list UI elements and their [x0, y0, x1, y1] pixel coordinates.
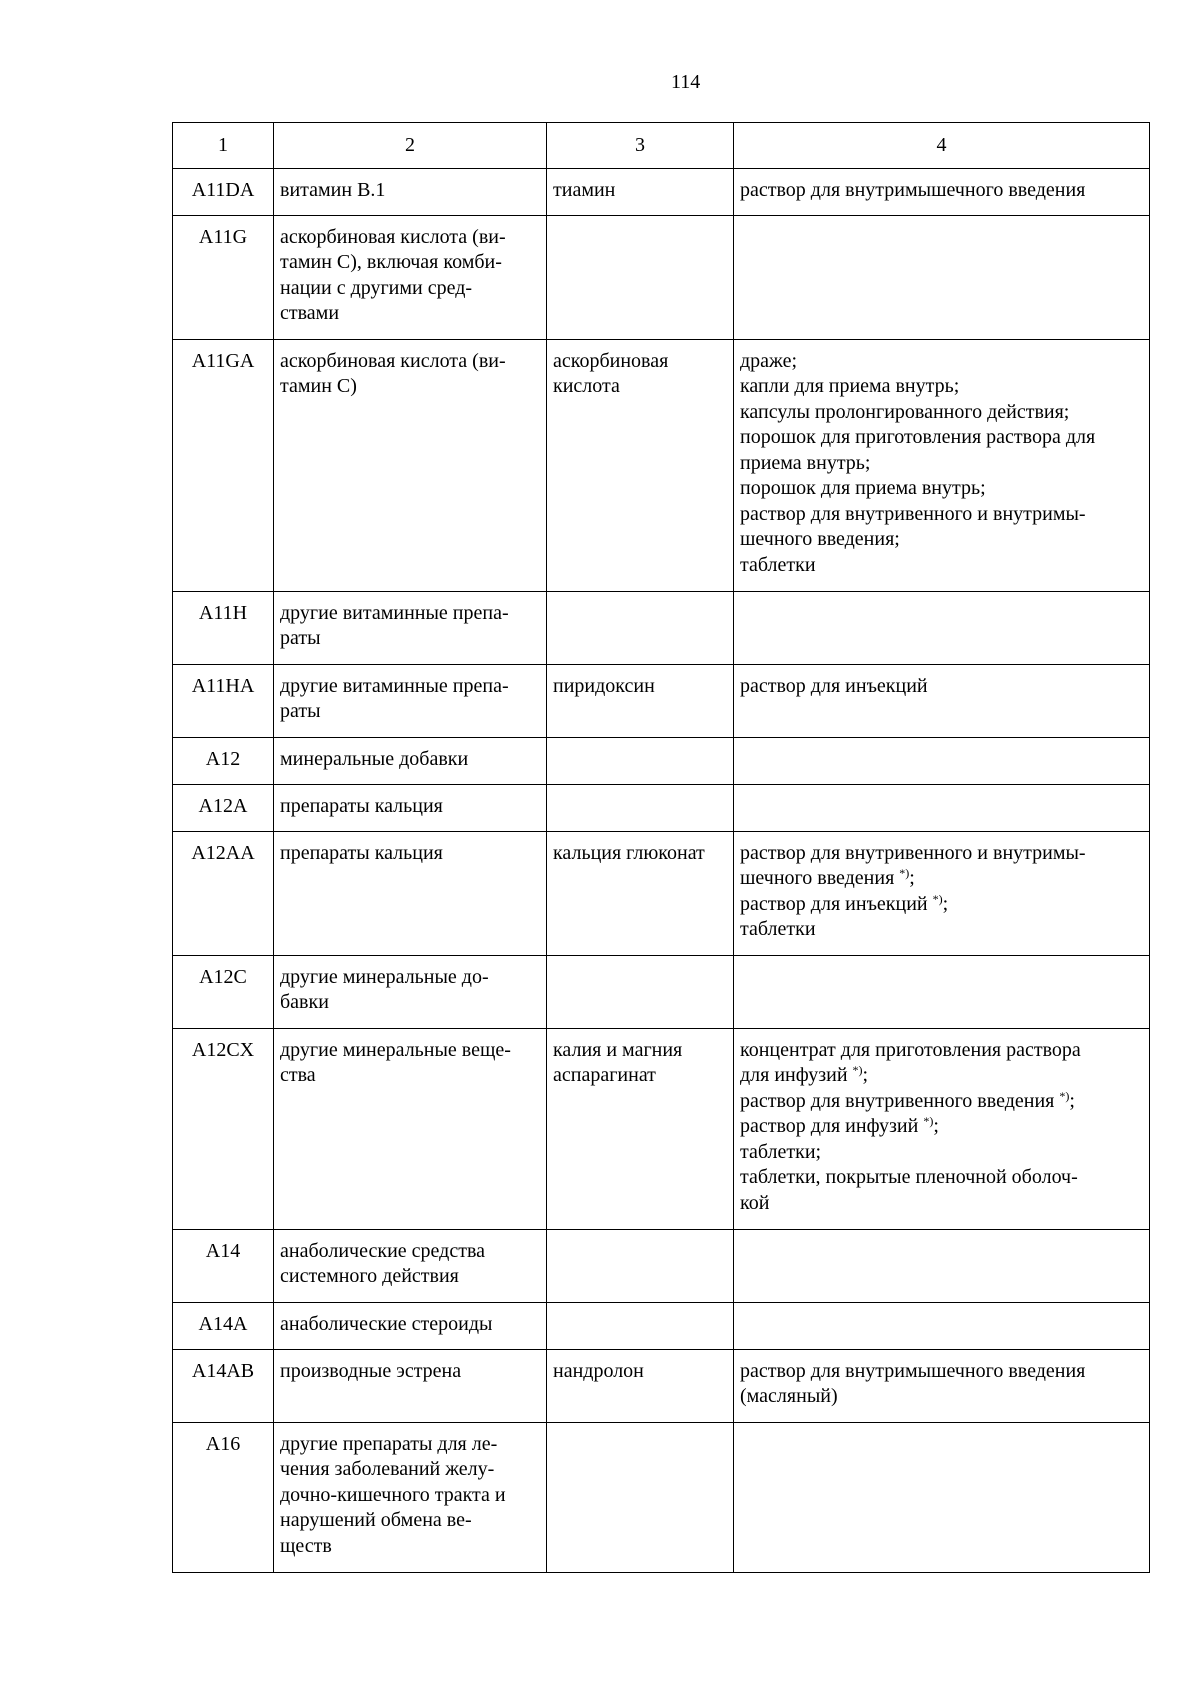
header-cell: 2	[274, 123, 547, 169]
atc-code-cell: A12A	[173, 784, 274, 831]
substance-cell	[547, 955, 734, 1028]
dosage-forms-cell	[734, 784, 1150, 831]
anatomic-group-cell	[274, 339, 547, 591]
cell-line: кальция глюконат	[553, 841, 705, 864]
cell-line: ства	[280, 1064, 316, 1086]
table-row	[173, 168, 1150, 215]
table-row	[173, 1229, 1150, 1302]
cell-line: капсулы пролонгированного действия;	[740, 400, 1070, 423]
atc-code-cell: A12C	[173, 955, 274, 1028]
cell-line	[740, 866, 1143, 892]
atc-code-cell: A14AB	[173, 1349, 274, 1422]
cell-text: раствор для инфузий	[740, 1115, 924, 1137]
table-row	[173, 664, 1150, 737]
cell-line: порошок для приготовления раствора для	[740, 426, 1096, 448]
cell-text: ;	[862, 1064, 869, 1086]
cell-line: раствор для внутримышечного введения	[740, 178, 1086, 201]
cell-line: ществ	[280, 1534, 332, 1557]
cell-line: раствор для инъекций	[740, 674, 928, 697]
cell-line: кислота	[553, 375, 620, 397]
cell-line: минеральные добавки	[280, 747, 469, 770]
cell-line: системного действия	[280, 1265, 459, 1287]
cell-line: анаболические стероиды	[280, 1312, 493, 1335]
dosage-forms-cell	[734, 1028, 1150, 1229]
anatomic-group-cell	[274, 591, 547, 664]
drug-classification-table	[172, 122, 1150, 1573]
atc-code-cell: A11H	[173, 591, 274, 664]
substance-cell	[547, 784, 734, 831]
cell-line: дочно-кишечного тракта и	[280, 1483, 506, 1506]
cell-line: бавки	[280, 991, 329, 1013]
table-row	[173, 215, 1150, 339]
cell-line: раты	[280, 627, 321, 649]
dosage-forms-cell	[734, 737, 1150, 784]
cell-line: производные эстрена	[280, 1359, 462, 1382]
cell-line: другие витаминные препа-	[280, 674, 509, 697]
substance-cell	[547, 1302, 734, 1349]
cell-text: ;	[1069, 1089, 1075, 1112]
cell-line: аскорбиновая кислота (ви-	[280, 225, 506, 248]
dosage-forms-cell	[734, 1349, 1150, 1422]
substance-cell	[547, 737, 734, 784]
cell-line	[740, 1063, 1143, 1089]
cell-line: кой	[740, 1191, 770, 1214]
cell-line: тиамин	[553, 178, 616, 201]
cell-text: раствор для инъекций	[740, 892, 933, 915]
anatomic-group-cell	[274, 168, 547, 215]
cell-line: ствами	[280, 302, 340, 324]
dosage-forms-cell	[734, 1302, 1150, 1349]
cell-text: ;	[942, 892, 949, 915]
atc-code-cell: A12CX	[173, 1028, 274, 1229]
cell-line: раты	[280, 700, 321, 722]
footnote-marker: *)	[852, 1063, 863, 1077]
cell-line: чения заболеваний желу-	[280, 1458, 495, 1480]
cell-line: препараты кальция	[280, 794, 443, 817]
table-row	[173, 1028, 1150, 1229]
cell-text: ;	[933, 1115, 939, 1137]
substance-cell	[547, 664, 734, 737]
table-row	[173, 1302, 1150, 1349]
substance-cell	[547, 591, 734, 664]
header-cell: 1	[173, 123, 274, 169]
dosage-forms-cell	[734, 215, 1150, 339]
dosage-forms-cell	[734, 591, 1150, 664]
dosage-forms-cell	[734, 955, 1150, 1028]
substance-cell	[547, 1229, 734, 1302]
page-number: 114	[671, 71, 701, 93]
cell-line: аспарагинат	[553, 1064, 656, 1086]
cell-text: ;	[909, 867, 915, 889]
cell-line: приема внутрь;	[740, 451, 871, 474]
atc-code-cell: A11DA	[173, 168, 274, 215]
cell-line: нарушений обмена ве-	[280, 1509, 472, 1531]
anatomic-group-cell	[274, 1349, 547, 1422]
atc-code-cell: A14	[173, 1229, 274, 1302]
cell-line: шечного введения;	[740, 528, 900, 550]
table-row	[173, 591, 1150, 664]
table-row	[173, 955, 1150, 1028]
table-header-row	[173, 123, 1150, 169]
cell-line: тамин C), включая комби-	[280, 251, 502, 273]
atc-code-cell: A11HA	[173, 664, 274, 737]
cell-line: драже;	[740, 349, 798, 372]
anatomic-group-cell	[274, 1302, 547, 1349]
cell-line: раствор для внутривенного и внутримы-	[740, 502, 1086, 525]
anatomic-group-cell	[274, 737, 547, 784]
footnote-marker: *)	[923, 1114, 934, 1128]
dosage-forms-cell	[734, 1229, 1150, 1302]
table-row	[173, 1422, 1150, 1572]
substance-cell	[547, 215, 734, 339]
cell-line: таблетки, покрытые пленочной оболоч-	[740, 1166, 1078, 1188]
cell-line: (масляный)	[740, 1385, 838, 1407]
anatomic-group-cell	[274, 1028, 547, 1229]
dosage-forms-cell	[734, 831, 1150, 955]
footnote-marker: *)	[899, 866, 910, 880]
anatomic-group-cell	[274, 1422, 547, 1572]
table-row	[173, 339, 1150, 591]
cell-line: другие минеральные веще-	[280, 1038, 511, 1061]
anatomic-group-cell	[274, 831, 547, 955]
cell-line: другие препараты для ле-	[280, 1432, 498, 1455]
anatomic-group-cell	[274, 955, 547, 1028]
cell-line: таблетки	[740, 553, 816, 576]
cell-line: аскорбиновая кислота (ви-	[280, 349, 506, 372]
cell-line: раствор для внутримышечного введения	[740, 1359, 1086, 1382]
substance-cell	[547, 339, 734, 591]
substance-cell	[547, 1028, 734, 1229]
cell-line: капли для приема внутрь;	[740, 375, 960, 397]
table-row	[173, 737, 1150, 784]
substance-cell	[547, 1422, 734, 1572]
anatomic-group-cell	[274, 664, 547, 737]
cell-line: концентрат для приготовления раствора	[740, 1038, 1081, 1061]
cell-line	[740, 1089, 1143, 1115]
anatomic-group-cell	[274, 1229, 547, 1302]
cell-text: для инфузий	[740, 1064, 853, 1086]
cell-line: порошок для приема внутрь;	[740, 477, 986, 499]
cell-line: пиридоксин	[553, 674, 655, 697]
footnote-marker: *)	[932, 891, 943, 906]
cell-text: шечного введения	[740, 867, 900, 889]
header-cell: 3	[547, 123, 734, 169]
cell-line: анаболические средства	[280, 1239, 485, 1262]
cell-line: нации с другими сред-	[280, 276, 473, 299]
cell-line: раствор для внутривенного и внутримы-	[740, 841, 1086, 864]
header-cell: 4	[734, 123, 1150, 169]
atc-code-cell: A14A	[173, 1302, 274, 1349]
substance-cell	[547, 831, 734, 955]
atc-code-cell: A12AA	[173, 831, 274, 955]
table-row	[173, 784, 1150, 831]
cell-line: калия и магния	[553, 1038, 683, 1061]
dosage-forms-cell	[734, 339, 1150, 591]
cell-line: аскорбиновая	[553, 349, 669, 372]
cell-line: витамин B.1	[280, 178, 386, 201]
cell-line: другие витаминные препа-	[280, 601, 509, 624]
cell-line: таблетки;	[740, 1140, 822, 1163]
table-row	[173, 1349, 1150, 1422]
cell-line: нандролон	[553, 1359, 644, 1382]
atc-code-cell: A11GA	[173, 339, 274, 591]
dosage-forms-cell	[734, 168, 1150, 215]
cell-line	[740, 1114, 1143, 1140]
cell-text: раствор для внутривенного введения	[740, 1089, 1060, 1112]
cell-line: другие минеральные до-	[280, 965, 489, 988]
atc-code-cell: A12	[173, 737, 274, 784]
substance-cell	[547, 168, 734, 215]
anatomic-group-cell	[274, 215, 547, 339]
anatomic-group-cell	[274, 784, 547, 831]
cell-line: тамин C)	[280, 375, 357, 397]
substance-cell	[547, 1349, 734, 1422]
cell-line: препараты кальция	[280, 841, 443, 864]
table-row	[173, 831, 1150, 955]
cell-line: таблетки	[740, 918, 816, 940]
atc-code-cell: A16	[173, 1422, 274, 1572]
dosage-forms-cell	[734, 1422, 1150, 1572]
cell-line	[740, 892, 1143, 918]
dosage-forms-cell	[734, 664, 1150, 737]
footnote-marker: *)	[1059, 1088, 1070, 1103]
atc-code-cell: A11G	[173, 215, 274, 339]
